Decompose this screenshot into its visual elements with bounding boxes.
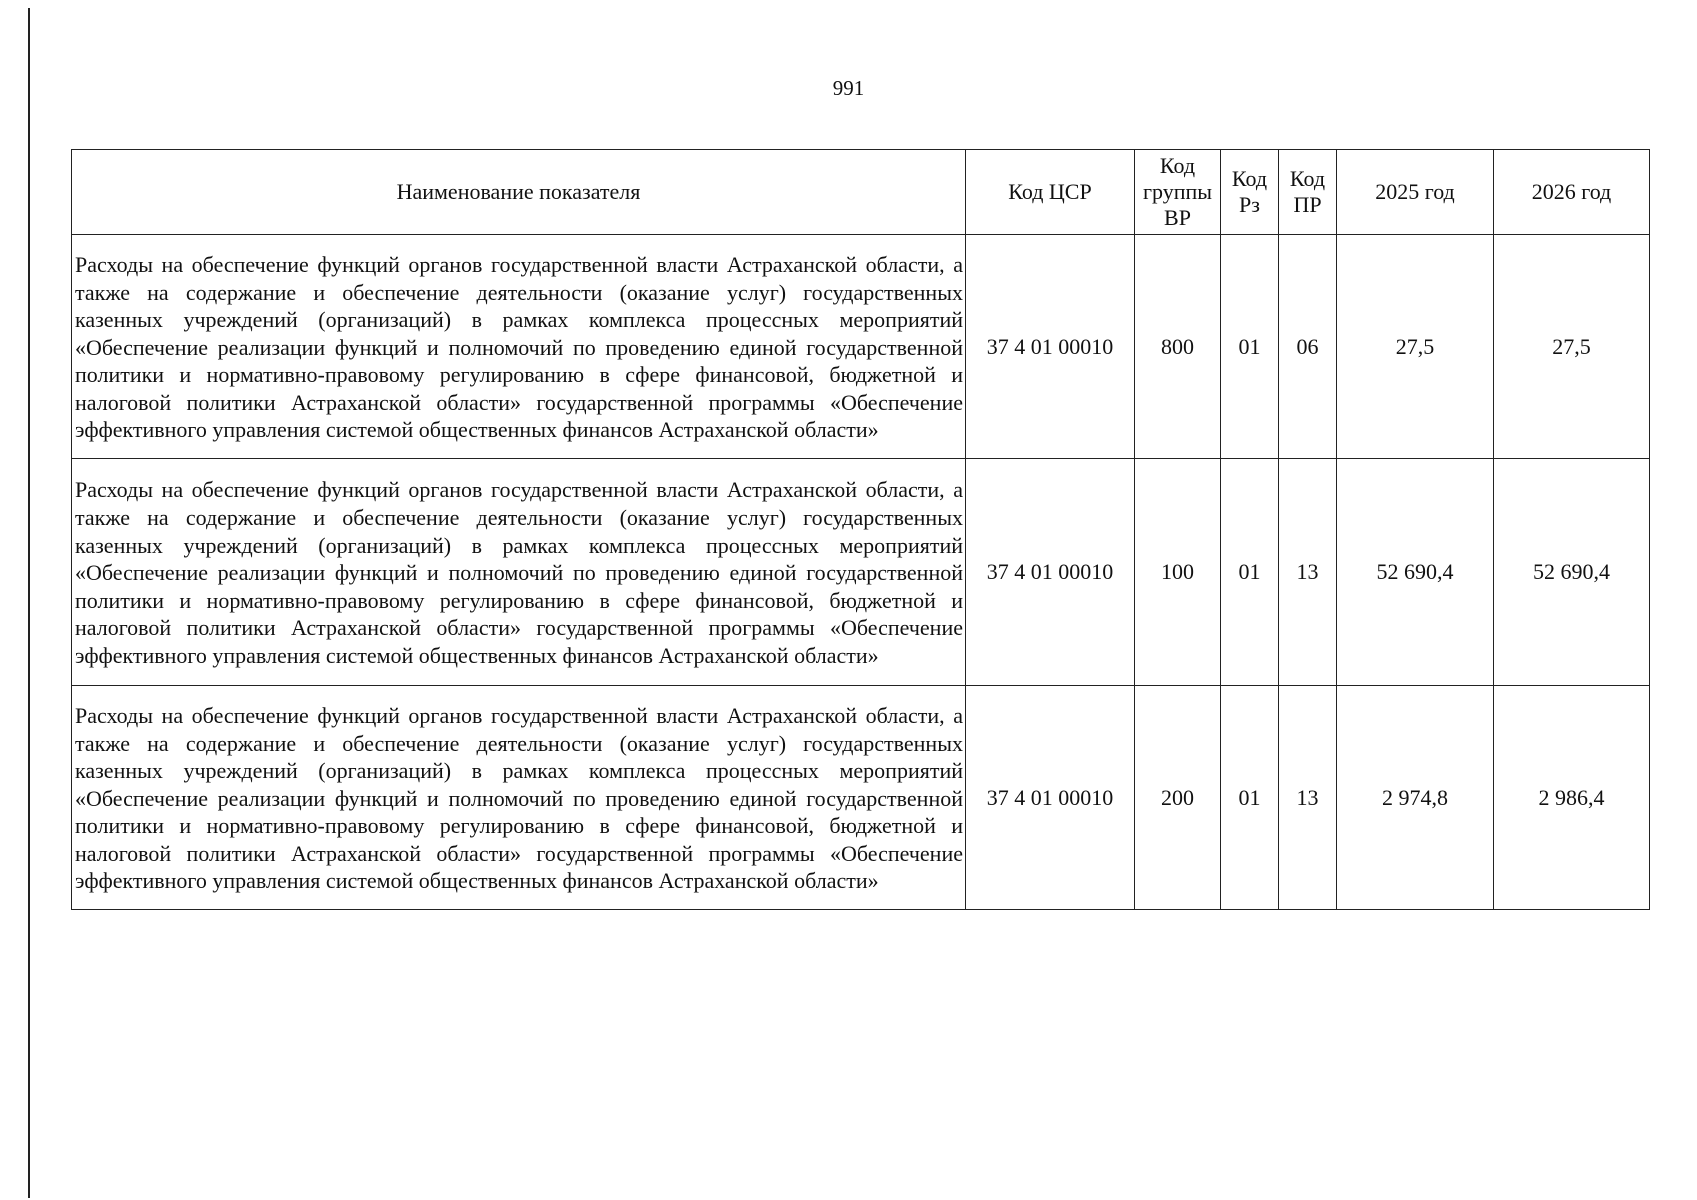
row-2026: 2 986,4 [1494, 686, 1650, 910]
row-name: Расходы на обеспечение функций органов государственной власти Астраханской области, а также на содержание и обеспечение деятельности (оказание услуг) государственных казенных учреждений (организаций) в рамках комплекса процессных мероприятий «Обеспечение реализации функций и полномочий по проведению единой государственной политики и нормативно-правовому регулированию в сфере финансовой, бюджетной и налоговой политики Астраханской области» государственной программы «Обеспечение эффективного управления системой общественных финансов Астраханской области» [72, 686, 966, 910]
row-vr: 200 [1135, 686, 1221, 910]
row-2025: 52 690,4 [1337, 459, 1494, 686]
row-2026: 52 690,4 [1494, 459, 1650, 686]
expenditure-table [71, 149, 1650, 910]
header-csr: Код ЦСР [966, 150, 1135, 235]
row-rz: 01 [1221, 686, 1279, 910]
row-rz: 01 [1221, 235, 1279, 459]
row-2025: 27,5 [1337, 235, 1494, 459]
row-csr: 37 4 01 00010 [966, 459, 1135, 686]
row-csr: 37 4 01 00010 [966, 235, 1135, 459]
table-row [72, 235, 1650, 459]
header-name: Наименование показателя [72, 150, 966, 235]
header-2026: 2026 год [1494, 150, 1650, 235]
page-number: 991 [832, 76, 865, 100]
table-row [72, 686, 1650, 910]
row-rz: 01 [1221, 459, 1279, 686]
row-csr: 37 4 01 00010 [966, 686, 1135, 910]
binding-margin-line [28, 8, 30, 1198]
row-2026: 27,5 [1494, 235, 1650, 459]
header-rz: Код Рз [1221, 150, 1279, 235]
row-name: Расходы на обеспечение функций органов государственной власти Астраханской области, а также на содержание и обеспечение деятельности (оказание услуг) государственных казенных учреждений (организаций) в рамках комплекса процессных мероприятий «Обеспечение реализации функций и полномочий по проведению единой государственной политики и нормативно-правовому регулированию в сфере финансовой, бюджетной и налоговой политики Астраханской области» государственной программы «Обеспечение эффективного управления системой общественных финансов Астраханской области» [72, 235, 966, 459]
header-2025: 2025 год [1337, 150, 1494, 235]
row-pr: 13 [1279, 686, 1337, 910]
row-pr: 06 [1279, 235, 1337, 459]
row-2025: 2 974,8 [1337, 686, 1494, 910]
table-header-row [72, 150, 1650, 235]
row-pr: 13 [1279, 459, 1337, 686]
header-vr: Код группы ВР [1135, 150, 1221, 235]
table-row [72, 459, 1650, 686]
row-vr: 800 [1135, 235, 1221, 459]
row-vr: 100 [1135, 459, 1221, 686]
row-name: Расходы на обеспечение функций органов государственной власти Астраханской области, а также на содержание и обеспечение деятельности (оказание услуг) государственных казенных учреждений (организаций) в рамках комплекса процессных мероприятий «Обеспечение реализации функций и полномочий по проведению единой государственной политики и нормативно-правовому регулированию в сфере финансовой, бюджетной и налоговой политики Астраханской области» государственной программы «Обеспечение эффективного управления системой общественных финансов Астраханской области» [72, 459, 966, 686]
header-pr: Код ПР [1279, 150, 1337, 235]
